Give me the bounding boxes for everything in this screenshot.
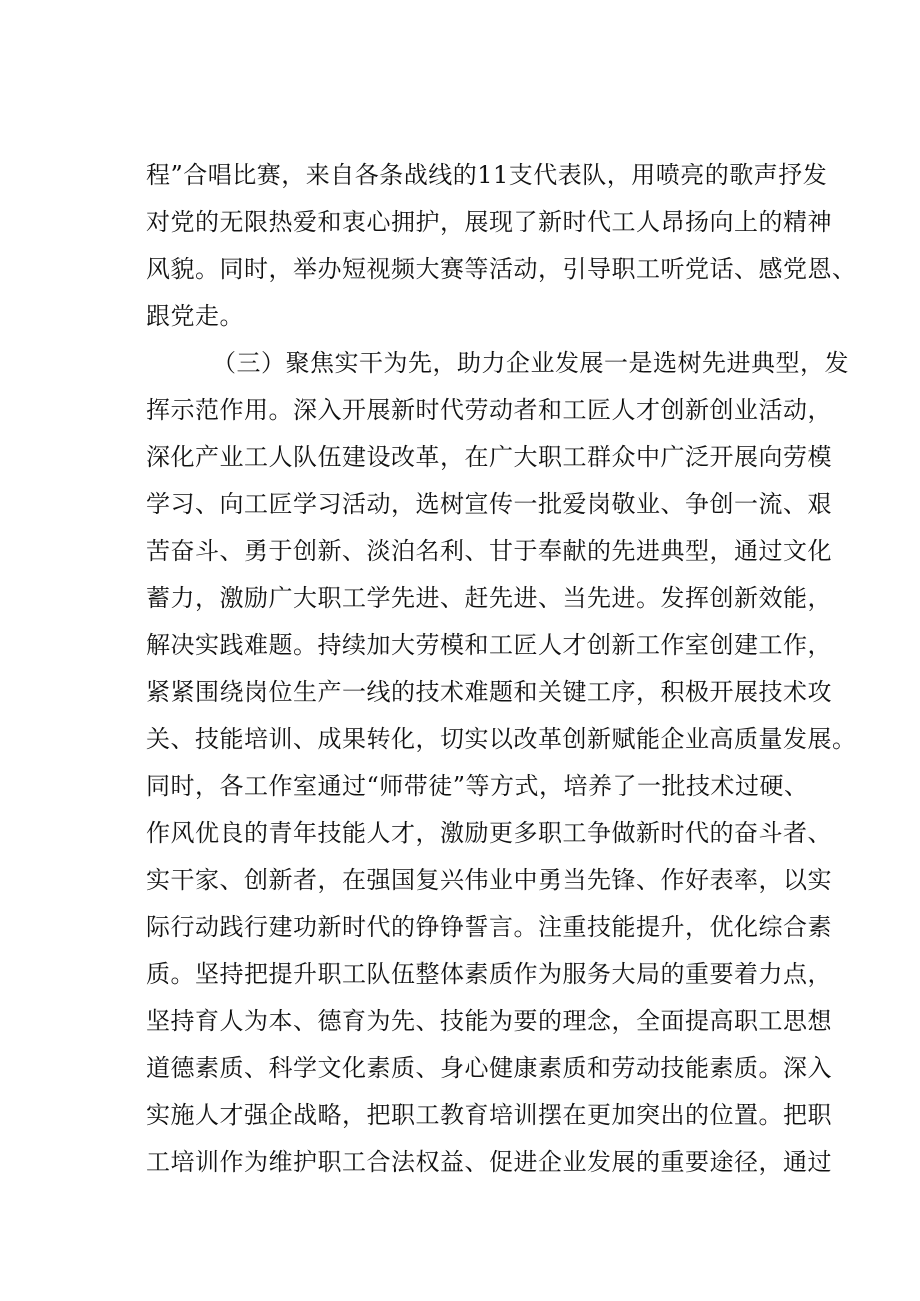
text-line: 同时，各工作室通过“师带徒”等方式，培养了一批技术过硬、 (146, 772, 809, 800)
text-line: 际行动践行建功新时代的铮铮誓言。注重技能提升，优化综合素 (146, 913, 832, 941)
text-line: 解决实践难题。持续加大劳模和工匠人才创新工作室创建工作， (146, 631, 832, 659)
paragraph-2 (146, 340, 857, 1186)
text-line: 坚持育人为本、德育为先、技能为要的理念，全面提高职工思想 (146, 1007, 832, 1035)
text-line: 质。坚持把提升职工队伍整体素质作为服务大局的重要着力点， (146, 960, 832, 988)
text-line: 紧紧围绕岗位生产一线的技术难题和关键工序，积极开展技术攻 (146, 678, 832, 706)
text-line: 风貌。同时，举办短视频大赛等活动，引导职工听党话、感党恩、 (146, 255, 857, 283)
text-line: 深化产业工人队伍建设改革，在广大职工群众中广泛开展向劳模 (146, 443, 832, 471)
text-line: 作风优良的青年技能人才，激励更多职工争做新时代的奋斗者、 (146, 819, 832, 847)
text-line: 蓄力，激励广大职工学先进、赶先进、当先进。发挥创新效能， (146, 584, 832, 612)
paragraph-1 (146, 152, 857, 340)
text-line: 实施人才强企战略，把职工教育培训摆在更加突出的位置。把职 (146, 1101, 832, 1129)
text-line: 程”合唱比赛，来自各条战线的11支代表队，用喷亮的歌声抒发 (146, 161, 828, 189)
text-line: 跟党走。 (146, 302, 244, 330)
text-line: 关、技能培训、成果转化，切实以改革创新赋能企业高质量发展。 (146, 725, 857, 753)
text-line: （三）聚焦实干为先，助力企业发展一是选树先进典型，发 (212, 349, 849, 377)
text-line: 道德素质、科学文化素质、身心健康素质和劳动技能素质。深入 (146, 1054, 832, 1082)
text-line: 对党的无限热爱和衷心拥护，展现了新时代工人昂扬向上的精神 (146, 208, 832, 236)
text-line: 实干家、创新者，在强国复兴伟业中勇当先锋、作好表率，以实 (146, 866, 832, 894)
text-line: 苦奋斗、勇于创新、淡泊名利、甘于奉献的先进典型，通过文化 (146, 537, 832, 565)
text-line: 挥示范作用。深入开展新时代劳动者和工匠人才创新创业活动， (146, 396, 832, 424)
text-line: 工培训作为维护职工合法权益、促进企业发展的重要途径，通过 (146, 1148, 832, 1176)
text-line: 学习、向工匠学习活动，选树宣传一批爱岗敬业、争创一流、艰 (146, 490, 832, 518)
